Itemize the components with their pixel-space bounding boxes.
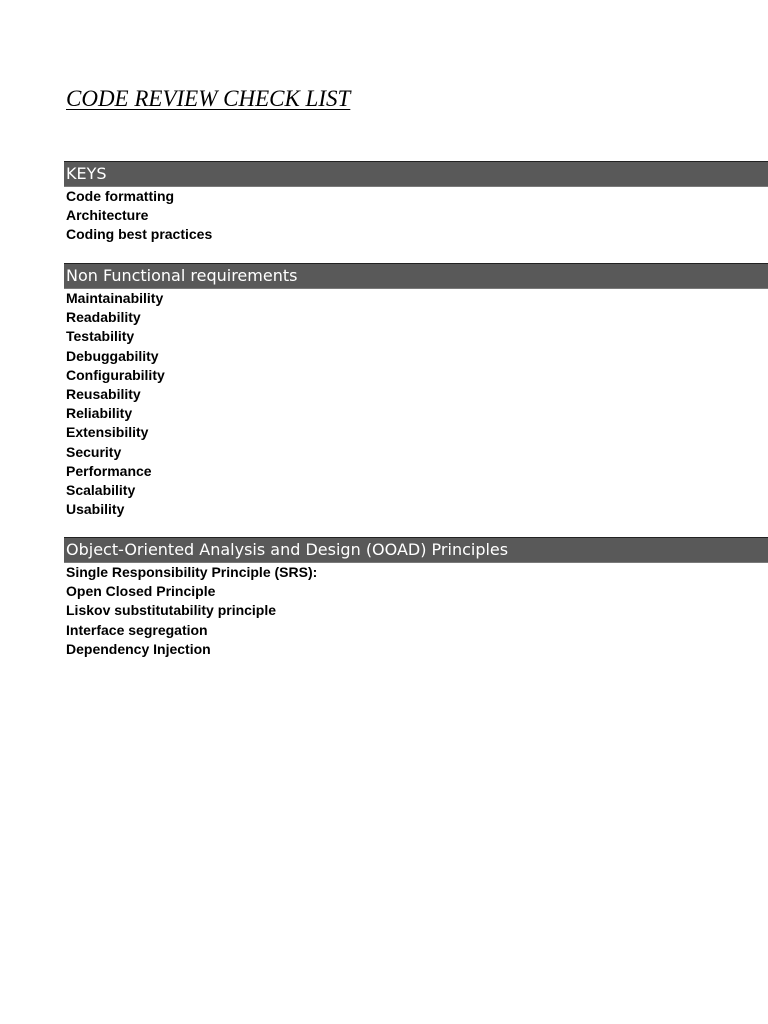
- list-item: Usability: [66, 501, 125, 518]
- list-item: Testability: [66, 328, 135, 345]
- section-keys: [64, 161, 768, 245]
- non-functional-list: [64, 289, 768, 519]
- list-item: Configurability: [66, 366, 165, 383]
- list-item: Code formatting: [66, 188, 175, 204]
- list-item: Coding best practices: [66, 226, 213, 243]
- list-item: Debuggability: [66, 347, 159, 364]
- list-item: Single Responsibility Principle (SRS):: [66, 564, 318, 580]
- section-header-ooad: Object-Oriented Analysis and Design (OOAD) Principles: [64, 537, 768, 563]
- ooad-list: [64, 563, 768, 659]
- list-item: Open Closed Principle: [66, 583, 216, 600]
- list-item: Extensibility: [66, 424, 149, 441]
- keys-list: [64, 187, 768, 245]
- list-item: Reusability: [66, 385, 141, 402]
- section-header-keys: KEYS: [64, 161, 768, 187]
- list-item: Architecture: [66, 207, 149, 224]
- list-item: Interface segregation: [66, 621, 208, 638]
- list-item: Reliability: [66, 405, 133, 422]
- list-item: Dependency Injection: [66, 640, 211, 657]
- list-item: Liskov substitutability principle: [66, 602, 277, 619]
- list-item: Readability: [66, 309, 141, 326]
- list-item: Maintainability: [66, 290, 164, 306]
- section-non-functional-requirements: [64, 263, 768, 519]
- list-item: Performance: [66, 462, 152, 479]
- section-ooad-principles: [64, 537, 768, 659]
- list-item: Security: [66, 443, 122, 460]
- section-header-non-functional: Non Functional requirements: [64, 263, 768, 289]
- list-item: Scalability: [66, 481, 136, 498]
- document-title: CODE REVIEW CHECK LIST: [66, 86, 351, 111]
